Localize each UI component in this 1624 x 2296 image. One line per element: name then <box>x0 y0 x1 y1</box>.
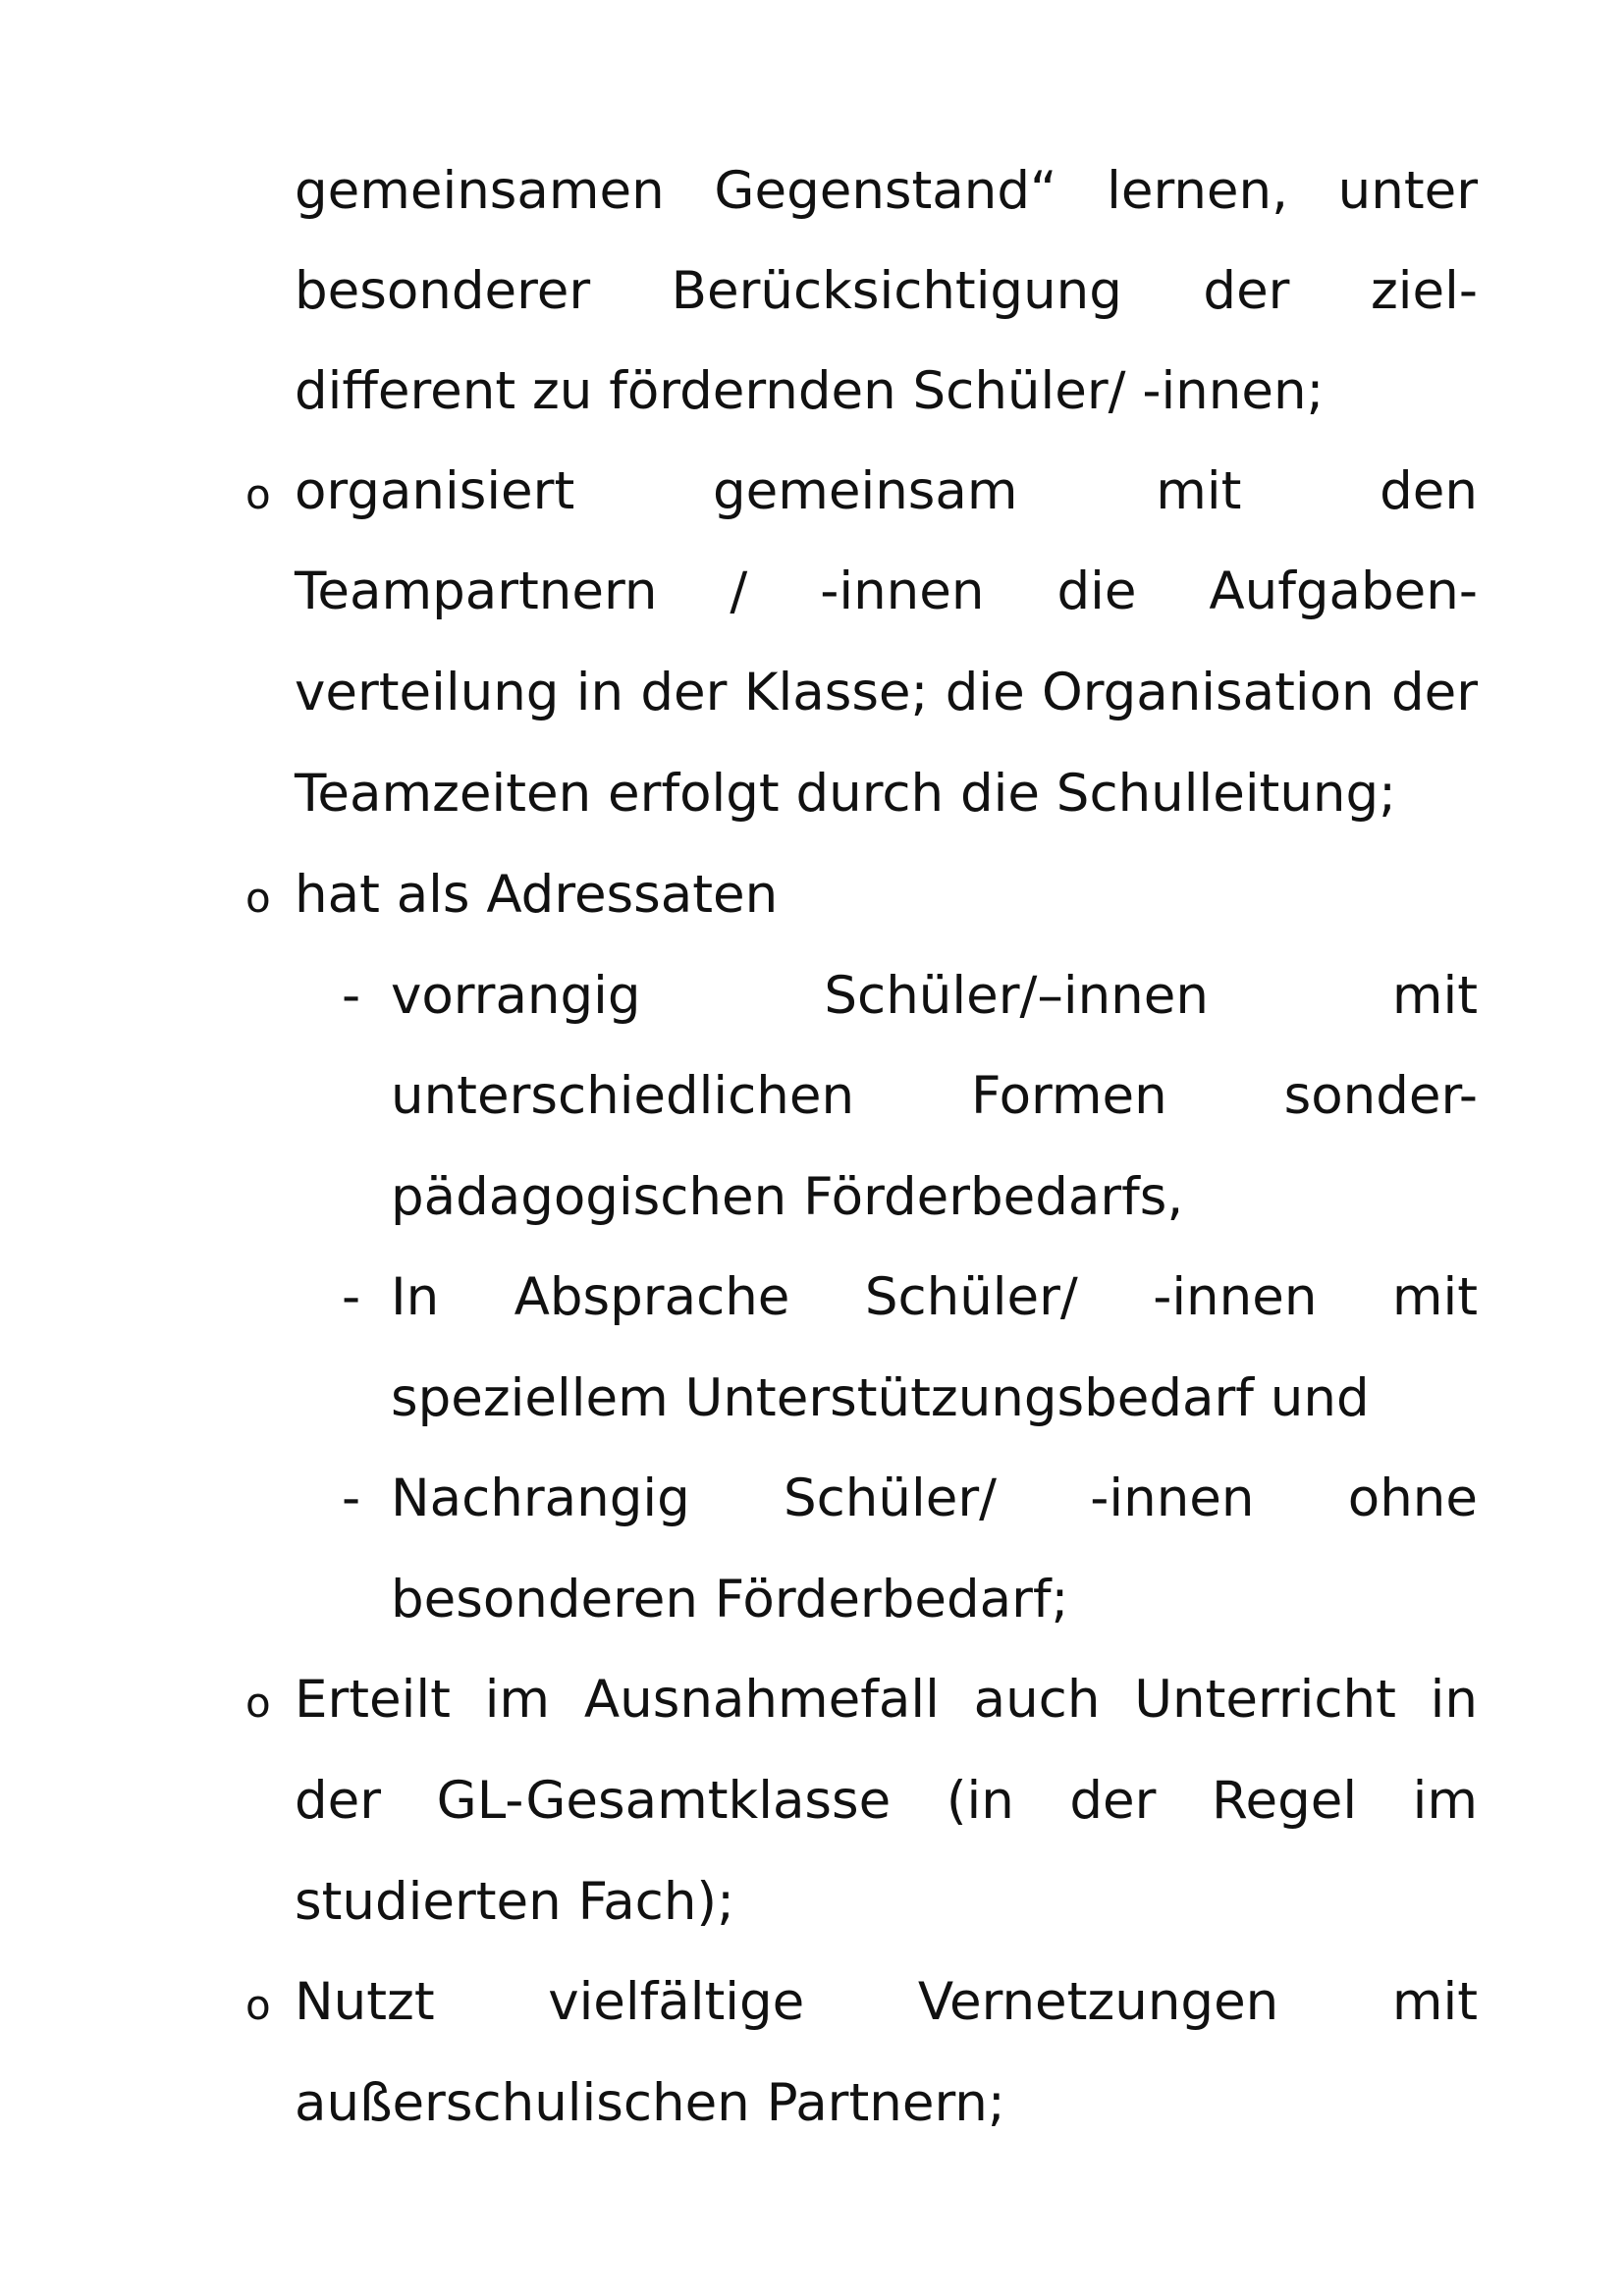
text-line: vorrangig Schüler/–innen mit <box>391 966 1478 1026</box>
bullet-marker: o <box>245 1981 271 2029</box>
dash-marker: - <box>342 1468 361 1528</box>
text-line: speziellem Unterstützungsbedarf und <box>391 1368 1370 1428</box>
bullet-marker: o <box>245 1679 271 1727</box>
text-line: Nutzt vielfältige Vernetzungen mit <box>295 1972 1478 2032</box>
text-line: different zu fördernden Schüler/ -innen; <box>295 361 1325 421</box>
text-line: In Absprache Schüler/ -innen mit <box>391 1267 1478 1327</box>
text-line: Nachrangig Schüler/ -innen ohne <box>391 1468 1478 1528</box>
text-line: außerschulischen Partnern; <box>295 2073 1005 2133</box>
text-line: der GL-Gesamtklasse (in der Regel im <box>295 1771 1478 1831</box>
text-line: Erteilt im Ausnahmefall auch Unterricht in <box>295 1670 1478 1730</box>
dash-marker: - <box>342 1267 361 1327</box>
dash-marker: - <box>342 966 361 1026</box>
text-line: besonderen Förderbedarf; <box>391 1570 1069 1629</box>
bullet-marker: o <box>245 470 271 518</box>
text-line: gemeinsamen Gegenstand“ lernen, unter <box>295 161 1478 221</box>
bullet-marker: o <box>245 874 271 922</box>
text-line: verteilung in der Klasse; die Organisation der <box>295 663 1478 722</box>
text-line: Teampartnern / -innen die Aufgaben- <box>295 561 1478 621</box>
text-line: unterschiedlichen Formen sonder- <box>391 1066 1478 1126</box>
text-line: organisiert gemeinsam mit den <box>295 461 1478 521</box>
text-line: besonderer Berücksichtigung der ziel- <box>295 261 1478 321</box>
text-line: pädagogischen Förderbedarfs, <box>391 1167 1184 1227</box>
text-line: Teamzeiten erfolgt durch die Schulleitung; <box>295 764 1397 824</box>
text-line: hat als Adressaten <box>295 865 779 925</box>
text-line: studierten Fach); <box>295 1872 734 1932</box>
